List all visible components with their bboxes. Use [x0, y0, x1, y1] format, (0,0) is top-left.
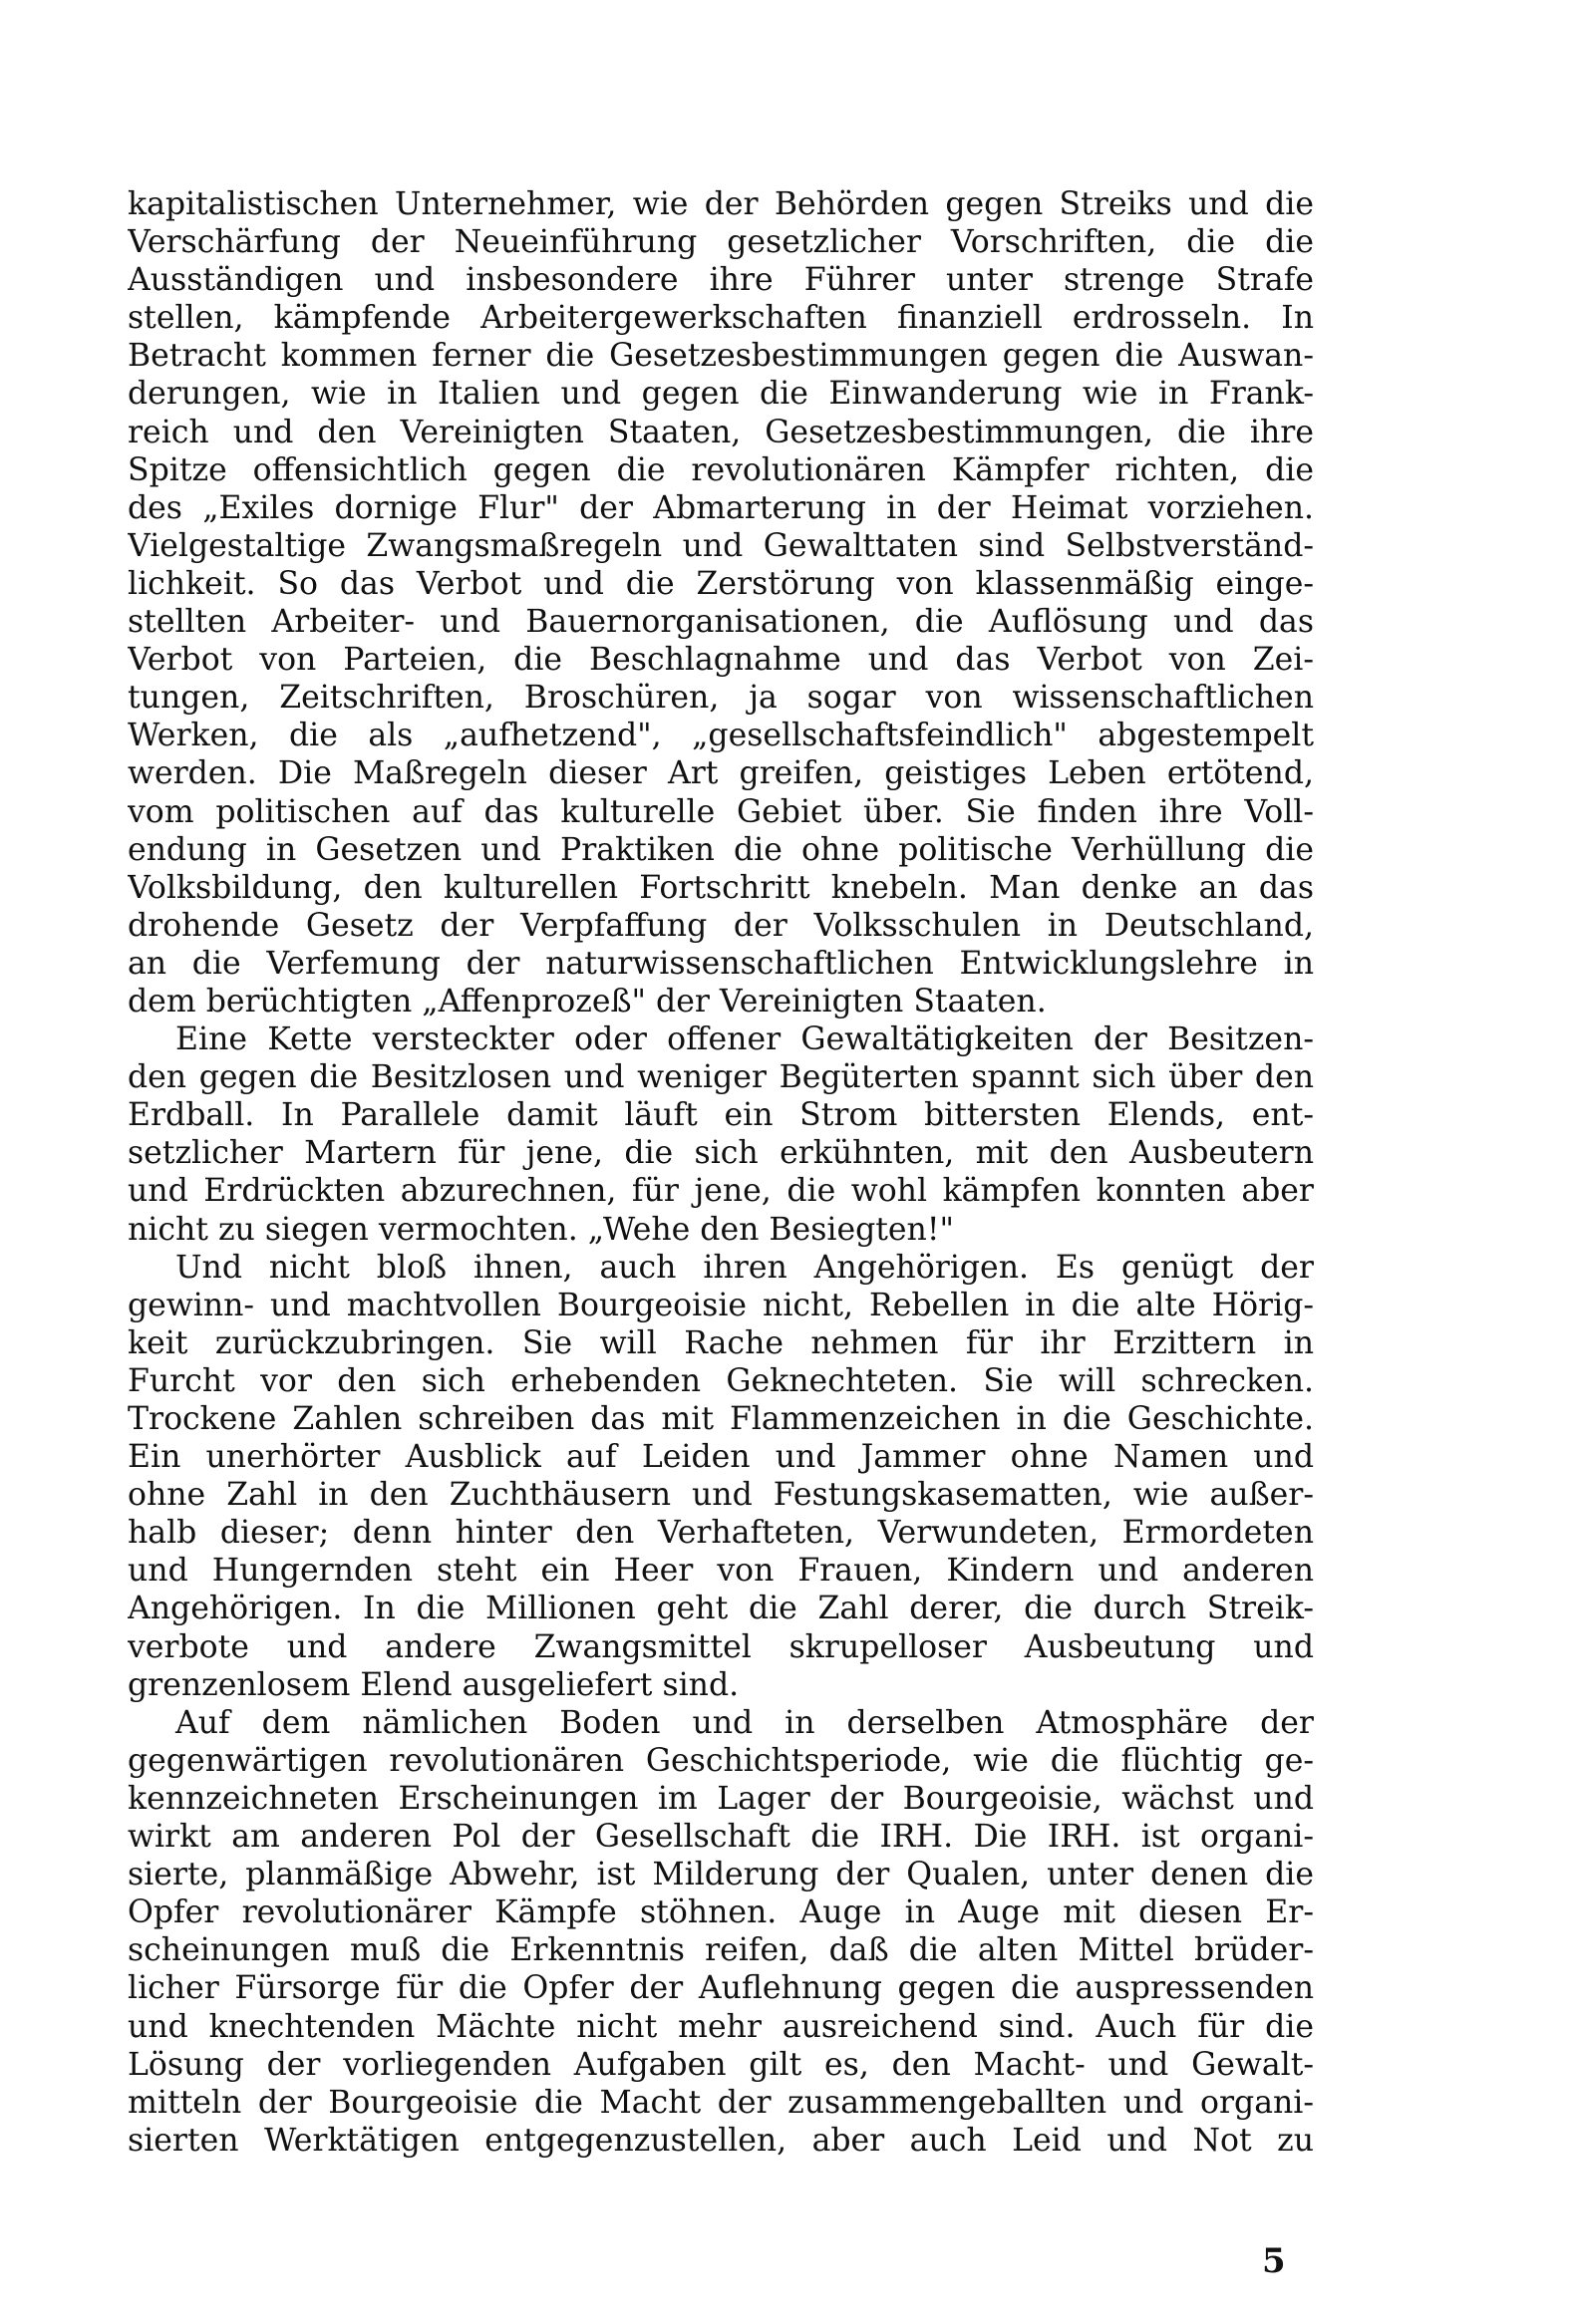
text-line: kapitalistischen Unternehmer, wie der Behörden gegen Streiks und die [128, 189, 1314, 222]
text-line: lichkeit. So das Verbot und die Zerstörung von klassenmäßig einge- [128, 568, 1314, 602]
body-text [128, 189, 1314, 2164]
text-line: Furcht vor den sich erhebenden Geknechteten. Sie will schrecken. [128, 1365, 1314, 1399]
text-line: und Hungernden steht ein Heer von Frauen, Kindern und anderen [128, 1556, 1314, 1590]
page-signature-mark: 5 [1262, 2241, 1286, 2281]
text-line: tungen, Zeitschriften, Broschüren, ja sogar von wissenschaftlichen [128, 683, 1314, 717]
text-line: Betracht kommen ferner die Gesetzesbestimmungen gegen die Auswan- [128, 341, 1314, 375]
text-line: Lösung der vorliegenden Aufgaben gilt es, den Macht- und Gewalt- [128, 2049, 1314, 2083]
text-line: halb dieser; denn hinter den Verhafteten, Verwundeten, Ermordeten [128, 1518, 1314, 1552]
text-line: Ausständigen und insbesondere ihre Führer unter strenge Strafe [128, 265, 1314, 299]
text-line: scheinungen muß die Erkenntnis reifen, daß die alten Mittel brüder- [128, 1935, 1314, 1969]
text-line: derungen, wie in Italien und gegen die Einwanderung wie in Frank- [128, 379, 1314, 413]
text-line: Angehörigen. In die Millionen geht die Zahl derer, die durch Streik- [128, 1594, 1314, 1627]
text-line: nicht zu siegen vermochten. „Wehe den Besiegten!" [128, 1214, 954, 1248]
text-line: gewinn- und machtvollen Bourgeoisie nicht, Rebellen in die alte Hörig- [128, 1290, 1314, 1323]
text-line: werden. Die Maßregeln dieser Art greifen, geistiges Leben ertötend, [128, 758, 1314, 792]
text-line: Volksbildung, den kulturellen Fortschritt knebeln. Man denke an das [128, 872, 1314, 906]
text-line: Trockene Zahlen schreiben das mit Flammenzeichen in die Geschichte. [128, 1404, 1314, 1437]
text-line: gegenwärtigen revolutionären Geschichtsperiode, wie die flüchtig ge- [128, 1745, 1314, 1779]
text-line: vom politischen auf das kulturelle Gebiet über. Sie finden ihre Voll- [128, 796, 1314, 830]
text-line: verbote und andere Zwangsmittel skrupelloser Ausbeutung und [128, 1631, 1314, 1665]
text-line: wirkt am anderen Pol der Gesellschaft die IRH. Die IRH. ist organi- [128, 1822, 1314, 1856]
text-line: Und nicht bloß ihnen, auch ihren Angehörigen. Es genügt der [175, 1252, 1314, 1286]
text-line: Verschärfung der Neueinführung gesetzlicher Vorschriften, die die [128, 227, 1314, 261]
text-line: keit zurückzubringen. Sie will Rache nehmen für ihr Erzittern in [128, 1327, 1314, 1361]
text-line: Verbot von Parteien, die Beschlagnahme und das Verbot von Zei- [128, 645, 1314, 679]
text-line: ohne Zahl in den Zuchthäusern und Festungskasematten, wie außer- [128, 1480, 1314, 1514]
text-line: Vielgestaltige Zwangsmaßregeln und Gewalttaten sind Selbstverständ- [128, 530, 1314, 564]
text-line: grenzenlosem Elend ausgeliefert sind. [128, 1669, 740, 1703]
text-line: sierten Werktätigen entgegenzustellen, aber auch Leid und Not zu [128, 2125, 1314, 2159]
text-line: und Erdrückten abzurechnen, für jene, die wohl kämpfen konnten aber [128, 1176, 1314, 1210]
text-line: Opfer revolutionärer Kämpfe stöhnen. Auge in Auge mit diesen Er- [128, 1897, 1314, 1931]
text-line: Werken, die als „aufhetzend", „gesellschaftsfeindlich" abgestempelt [128, 721, 1314, 754]
text-line: drohende Gesetz der Verpfaffung der Volksschulen in Deutschland, [128, 910, 1314, 944]
text-line: reich und den Vereinigten Staaten, Gesetzesbestimmungen, die ihre [128, 417, 1314, 450]
text-line: Erdball. In Parallele damit läuft ein Strom bittersten Elends, ent- [128, 1100, 1314, 1134]
text-line: an die Verfemung der naturwissenschaftlichen Entwicklungslehre in [128, 948, 1314, 982]
text-line: stellten Arbeiter- und Bauernorganisationen, die Auflösung und das [128, 607, 1314, 641]
text-line: Eine Kette versteckter oder offener Gewaltätigkeiten der Besitzen- [175, 1024, 1314, 1058]
text-line: stellen, kämpfende Arbeitergewerkschaften finanziell erdrosseln. In [128, 303, 1314, 337]
text-line: des „Exiles dornige Flur" der Abmarterung in der Heimat vorziehen. [128, 492, 1314, 526]
text-line: licher Fürsorge für die Opfer der Auflehnung gegen die auspressenden [128, 1973, 1314, 2007]
text-line: Ein unerhörter Ausblick auf Leiden und Jammer ohne Namen und [128, 1442, 1314, 1476]
text-line: setzlicher Martern für jene, die sich erkühnten, mit den Ausbeutern [128, 1138, 1314, 1172]
text-line: und knechtenden Mächte nicht mehr ausreichend sind. Auch für die [128, 2011, 1314, 2045]
text-line: Spitze offensichtlich gegen die revolutionären Kämpfer richten, die [128, 454, 1314, 488]
text-line: kennzeichneten Erscheinungen im Lager der Bourgeoisie, wächst und [128, 1783, 1314, 1817]
text-line: dem berüchtigten „Affenprozeß" der Vereinigten Staaten. [128, 986, 1047, 1019]
text-line: Auf dem nämlichen Boden und in derselben Atmosphäre der [175, 1707, 1314, 1741]
text-line: mitteln der Bourgeoisie die Macht der zusammengeballten und organi- [128, 2087, 1314, 2121]
text-line: den gegen die Besitzlosen und weniger Begüterten spannt sich über den [128, 1062, 1314, 1096]
text-line: endung in Gesetzen und Praktiken die ohne politische Verhüllung die [128, 834, 1314, 868]
text-line: sierte, planmäßige Abwehr, ist Milderung der Qualen, unter denen die [128, 1860, 1314, 1893]
